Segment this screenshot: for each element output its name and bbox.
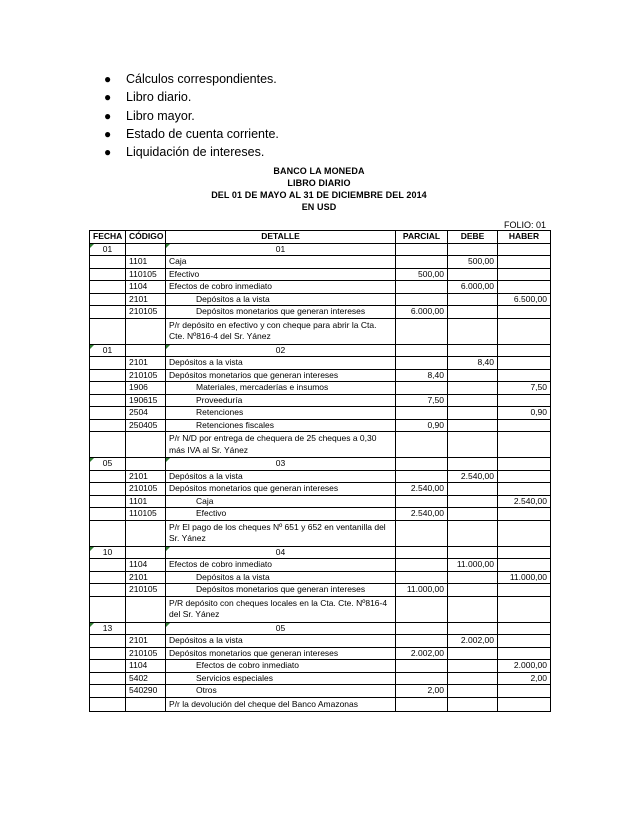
table-row <box>90 483 551 496</box>
account-code: 1101 <box>126 495 166 508</box>
parcial-amount <box>396 672 448 685</box>
fecha-cell <box>90 293 126 306</box>
parcial-cell <box>396 697 448 712</box>
account-detail: Efectivo <box>166 268 396 281</box>
debe-cell <box>448 318 498 344</box>
fecha-cell <box>90 256 126 269</box>
account-detail: Efectivo <box>166 508 396 521</box>
entry-date: 05 <box>90 458 126 471</box>
debe-amount <box>448 369 498 382</box>
entry-debe-blank <box>448 622 498 635</box>
haber-cell <box>498 318 551 344</box>
account-detail: Depósitos monetarios que generan intereses <box>166 306 396 319</box>
fecha-cell <box>90 432 126 458</box>
topic-item: ● Estado de cuenta corriente. <box>104 125 279 143</box>
debe-amount <box>448 584 498 597</box>
account-detail: Depósitos monetarios que generan intereses <box>166 584 396 597</box>
haber-amount <box>498 685 551 698</box>
entry-note: P/r depósito en efectivo y con cheque para abrir la Cta. Cte. Nº816-4 del Sr. Yánez <box>166 318 396 344</box>
table-row <box>90 407 551 420</box>
account-code: 250405 <box>126 419 166 432</box>
parcial-amount <box>396 256 448 269</box>
entry-code-blank <box>126 458 166 471</box>
account-detail: Caja <box>166 495 396 508</box>
parcial-amount: 500,00 <box>396 268 448 281</box>
debe-amount <box>448 268 498 281</box>
account-code: 2101 <box>126 470 166 483</box>
account-code: 2101 <box>126 357 166 370</box>
debe-amount <box>448 647 498 660</box>
parcial-amount <box>396 660 448 673</box>
topic-list <box>104 70 279 161</box>
entry-haber-blank <box>498 546 551 559</box>
account-detail: Depósitos a la vista <box>166 635 396 648</box>
debe-amount <box>448 571 498 584</box>
entry-haber-blank <box>498 243 551 256</box>
fecha-cell <box>90 697 126 712</box>
col-fecha: FECHA <box>90 231 126 244</box>
entry-parcial-blank <box>396 344 448 357</box>
fecha-cell <box>90 483 126 496</box>
journal-body <box>90 243 551 712</box>
haber-amount <box>498 369 551 382</box>
account-code: 210105 <box>126 306 166 319</box>
debe-amount: 8,40 <box>448 357 498 370</box>
account-detail: Depósitos monetarios que generan intereses <box>166 483 396 496</box>
entry-debe-blank <box>448 243 498 256</box>
bullet-icon: ● <box>104 126 112 141</box>
entry-header-row <box>90 546 551 559</box>
period: DEL 01 DE MAYO AL 31 DE DICIEMBRE DEL 2014 <box>211 190 427 200</box>
account-code: 2504 <box>126 407 166 420</box>
haber-cell <box>498 520 551 546</box>
entry-note-row <box>90 596 551 622</box>
account-code: 110105 <box>126 508 166 521</box>
debe-amount: 2.540,00 <box>448 470 498 483</box>
account-detail: Retenciones fiscales <box>166 419 396 432</box>
fecha-cell <box>90 584 126 597</box>
entry-code-blank <box>126 243 166 256</box>
table-row <box>90 470 551 483</box>
debe-cell <box>448 596 498 622</box>
account-code: 210105 <box>126 647 166 660</box>
account-detail: Depósitos a la vista <box>166 293 396 306</box>
table-row <box>90 584 551 597</box>
entry-number: 05 <box>166 622 396 635</box>
entry-header-row <box>90 243 551 256</box>
haber-amount <box>498 470 551 483</box>
debe-amount <box>448 508 498 521</box>
bullet-icon: ● <box>104 90 112 105</box>
fecha-cell <box>90 559 126 572</box>
table-row <box>90 293 551 306</box>
bank-name: BANCO LA MONEDA <box>273 166 365 176</box>
table-row <box>90 559 551 572</box>
table-row <box>90 419 551 432</box>
table-row <box>90 672 551 685</box>
entry-note: P/R depósito con cheques locales en la Cta. Cte. Nº816-4 del Sr. Yánez <box>166 596 396 622</box>
fecha-cell <box>90 635 126 648</box>
account-detail: Depósitos monetarios que generan intereses <box>166 369 396 382</box>
haber-amount: 2,00 <box>498 672 551 685</box>
fecha-cell <box>90 685 126 698</box>
fecha-cell <box>90 596 126 622</box>
parcial-amount: 2.002,00 <box>396 647 448 660</box>
account-detail: Servicios especiales <box>166 672 396 685</box>
debe-amount: 500,00 <box>448 256 498 269</box>
haber-amount <box>498 394 551 407</box>
fecha-cell <box>90 382 126 395</box>
entry-number: 03 <box>166 458 396 471</box>
entry-header-row <box>90 458 551 471</box>
account-detail: Depósitos a la vista <box>166 571 396 584</box>
table-row <box>90 635 551 648</box>
parcial-amount: 11.000,00 <box>396 584 448 597</box>
account-code: 1101 <box>126 256 166 269</box>
haber-amount <box>498 559 551 572</box>
haber-cell <box>498 697 551 712</box>
col-detalle: DETALLE <box>166 231 396 244</box>
parcial-amount <box>396 635 448 648</box>
table-row <box>90 508 551 521</box>
account-detail: Efectos de cobro inmediato <box>166 660 396 673</box>
parcial-cell <box>396 318 448 344</box>
book-title: LIBRO DIARIO <box>287 178 351 188</box>
account-code: 1104 <box>126 660 166 673</box>
entry-number: 02 <box>166 344 396 357</box>
debe-cell <box>448 520 498 546</box>
code-cell <box>126 432 166 458</box>
account-code: 110105 <box>126 268 166 281</box>
account-code: 2101 <box>126 293 166 306</box>
parcial-amount <box>396 571 448 584</box>
parcial-amount <box>396 470 448 483</box>
bullet-icon: ● <box>104 145 112 160</box>
account-code: 5402 <box>126 672 166 685</box>
entry-haber-blank <box>498 458 551 471</box>
debe-amount: 11.000,00 <box>448 559 498 572</box>
col-parcial: PARCIAL <box>396 231 448 244</box>
fecha-cell <box>90 672 126 685</box>
entry-note: P/r la devolución del cheque del Banco Amazonas <box>166 697 396 712</box>
entry-date: 01 <box>90 243 126 256</box>
debe-amount <box>448 293 498 306</box>
account-detail: Efectos de cobro inmediato <box>166 559 396 572</box>
entry-code-blank <box>126 344 166 357</box>
entry-header-row <box>90 622 551 635</box>
entry-code-blank <box>126 622 166 635</box>
fecha-cell <box>90 357 126 370</box>
haber-amount <box>498 357 551 370</box>
haber-amount <box>498 306 551 319</box>
table-row <box>90 369 551 382</box>
fecha-cell <box>90 306 126 319</box>
entry-note: P/r El pago de los cheques Nº 651 y 652 en ventanilla del Sr. Yánez <box>166 520 396 546</box>
account-detail: Materiales, mercaderías e insumos <box>166 382 396 395</box>
haber-amount <box>498 256 551 269</box>
fecha-cell <box>90 495 126 508</box>
account-code: 540290 <box>126 685 166 698</box>
parcial-amount: 2,00 <box>396 685 448 698</box>
debe-amount: 6.000,00 <box>448 281 498 294</box>
bullet-icon: ● <box>104 108 112 123</box>
fecha-cell <box>90 520 126 546</box>
entry-parcial-blank <box>396 546 448 559</box>
account-code: 1104 <box>126 559 166 572</box>
col-haber: HABER <box>498 231 551 244</box>
debe-amount: 2.002,00 <box>448 635 498 648</box>
parcial-amount <box>396 382 448 395</box>
parcial-amount <box>396 407 448 420</box>
haber-amount <box>498 584 551 597</box>
topic-item: ● Libro mayor. <box>104 107 279 125</box>
parcial-amount: 0,90 <box>396 419 448 432</box>
fecha-cell <box>90 508 126 521</box>
fecha-cell <box>90 660 126 673</box>
account-code: 2101 <box>126 571 166 584</box>
haber-amount: 2.000,00 <box>498 660 551 673</box>
account-detail: Depósitos a la vista <box>166 357 396 370</box>
entry-haber-blank <box>498 344 551 357</box>
fecha-cell <box>90 281 126 294</box>
topic-item: ● Liquidación de intereses. <box>104 143 279 161</box>
debe-amount <box>448 407 498 420</box>
parcial-amount: 2.540,00 <box>396 483 448 496</box>
entry-note-row <box>90 432 551 458</box>
table-row <box>90 281 551 294</box>
topic-item: ● Libro diario. <box>104 88 279 106</box>
table-row <box>90 382 551 395</box>
parcial-amount <box>396 293 448 306</box>
account-code: 190615 <box>126 394 166 407</box>
account-detail: Depósitos a la vista <box>166 470 396 483</box>
debe-amount <box>448 495 498 508</box>
entry-debe-blank <box>448 546 498 559</box>
debe-amount <box>448 672 498 685</box>
debe-amount <box>448 660 498 673</box>
table-row <box>90 660 551 673</box>
parcial-amount: 2.540,00 <box>396 508 448 521</box>
haber-amount <box>498 268 551 281</box>
account-code: 1104 <box>126 281 166 294</box>
fecha-cell <box>90 394 126 407</box>
entry-number: 04 <box>166 546 396 559</box>
entry-haber-blank <box>498 622 551 635</box>
parcial-amount <box>396 559 448 572</box>
entry-parcial-blank <box>396 622 448 635</box>
entry-note-row <box>90 697 551 712</box>
entry-date: 10 <box>90 546 126 559</box>
entry-number: 01 <box>166 243 396 256</box>
parcial-cell <box>396 432 448 458</box>
account-code: 210105 <box>126 483 166 496</box>
account-code: 2101 <box>126 635 166 648</box>
haber-cell <box>498 432 551 458</box>
account-detail: Proveeduría <box>166 394 396 407</box>
haber-amount <box>498 483 551 496</box>
bullet-icon: ● <box>104 72 112 86</box>
fecha-cell <box>90 470 126 483</box>
account-detail: Depósitos monetarios que generan intereses <box>166 647 396 660</box>
entry-note: P/r N/D por entrega de chequera de 25 cheques a 0,30 más IVA al Sr. Yánez <box>166 432 396 458</box>
col-codigo: CÓDIGO <box>126 231 166 244</box>
code-cell <box>126 697 166 712</box>
table-row <box>90 256 551 269</box>
topic-item: ● Cálculos correspondientes. <box>104 70 279 88</box>
haber-amount: 2.540,00 <box>498 495 551 508</box>
table-row <box>90 571 551 584</box>
parcial-amount <box>396 281 448 294</box>
parcial-amount: 7,50 <box>396 394 448 407</box>
fecha-cell <box>90 571 126 584</box>
fecha-cell <box>90 268 126 281</box>
debe-cell <box>448 432 498 458</box>
haber-cell <box>498 596 551 622</box>
haber-amount <box>498 647 551 660</box>
table-header-row <box>90 231 551 244</box>
parcial-cell <box>396 596 448 622</box>
account-detail: Otros <box>166 685 396 698</box>
table-row <box>90 647 551 660</box>
col-debe: DEBE <box>448 231 498 244</box>
haber-amount <box>498 419 551 432</box>
parcial-amount: 8,40 <box>396 369 448 382</box>
code-cell <box>126 520 166 546</box>
haber-amount: 0,90 <box>498 407 551 420</box>
entry-note-row <box>90 520 551 546</box>
debe-amount <box>448 306 498 319</box>
folio-number: FOLIO: 01 <box>503 220 546 230</box>
parcial-amount <box>396 357 448 370</box>
table-row <box>90 357 551 370</box>
entry-date: 13 <box>90 622 126 635</box>
account-detail: Efectos de cobro inmediato <box>166 281 396 294</box>
debe-amount <box>448 483 498 496</box>
entry-header-row <box>90 344 551 357</box>
entry-debe-blank <box>448 344 498 357</box>
fecha-cell <box>90 407 126 420</box>
haber-amount <box>498 508 551 521</box>
haber-amount <box>498 635 551 648</box>
account-code: 210105 <box>126 369 166 382</box>
haber-amount: 11.000,00 <box>498 571 551 584</box>
table-row <box>90 495 551 508</box>
haber-amount: 7,50 <box>498 382 551 395</box>
entry-debe-blank <box>448 458 498 471</box>
table-row <box>90 685 551 698</box>
code-cell <box>126 596 166 622</box>
entry-note-row <box>90 318 551 344</box>
fecha-cell <box>90 369 126 382</box>
haber-amount: 6.500,00 <box>498 293 551 306</box>
entry-code-blank <box>126 546 166 559</box>
parcial-amount: 6.000,00 <box>396 306 448 319</box>
debe-cell <box>448 697 498 712</box>
account-detail: Caja <box>166 256 396 269</box>
fecha-cell <box>90 318 126 344</box>
account-code: 210105 <box>126 584 166 597</box>
fecha-cell <box>90 647 126 660</box>
debe-amount <box>448 419 498 432</box>
debe-amount <box>448 382 498 395</box>
table-row <box>90 394 551 407</box>
debe-amount <box>448 394 498 407</box>
fecha-cell <box>90 419 126 432</box>
table-row <box>90 268 551 281</box>
account-detail: Retenciones <box>166 407 396 420</box>
table-row <box>90 306 551 319</box>
currency: EN USD <box>301 202 337 212</box>
haber-amount <box>498 281 551 294</box>
parcial-cell <box>396 520 448 546</box>
entry-date: 01 <box>90 344 126 357</box>
code-cell <box>126 318 166 344</box>
entry-parcial-blank <box>396 243 448 256</box>
account-code: 1906 <box>126 382 166 395</box>
entry-parcial-blank <box>396 458 448 471</box>
parcial-amount <box>396 495 448 508</box>
debe-amount <box>448 685 498 698</box>
journal-table <box>89 230 551 712</box>
